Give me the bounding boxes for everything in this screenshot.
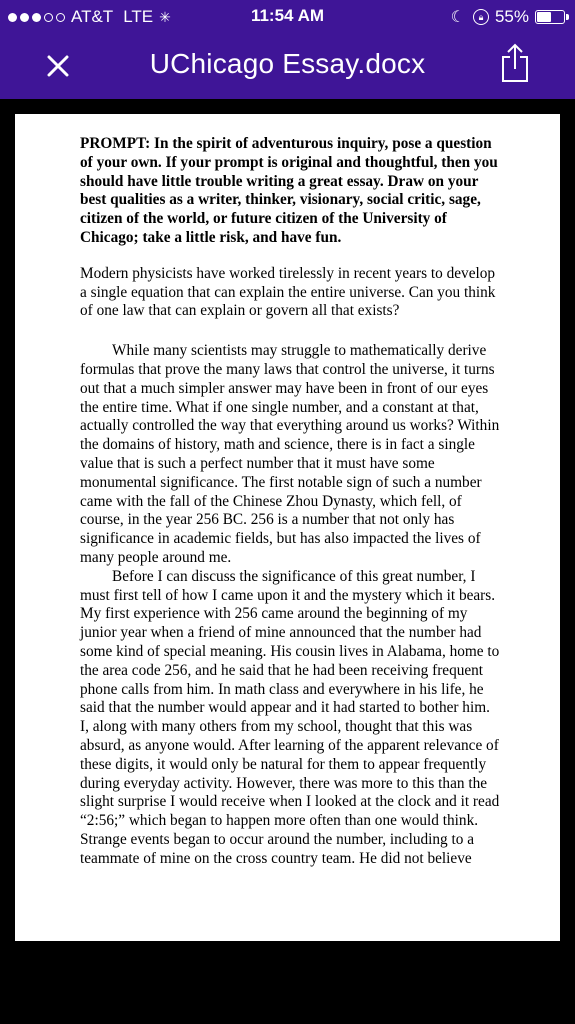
battery-nub xyxy=(566,14,569,20)
carrier-name: AT&T xyxy=(71,7,114,26)
do-not-disturb-moon-icon: ☾ xyxy=(450,9,465,26)
rotation-lock-icon: 🔒︎ xyxy=(473,9,489,25)
essay-paragraph: While many scientists may struggle to mathematically derive formulas that prove the many laws that control the universe, it turns out that a much simpler answer may have been in front of our eyes the entire time. What if one single number, and a constant at that, actually controlled the way that everything around us works? Within the domains of history, math and science, there is in fact a single value that is such a perfect number that it must have some monumental significance. The first notable sign of such a number came with the fall of the Chinese Zhou Dynasty, which fell, of course, in the year 256 BC. 256 is a number that not only has significance in academic fields, but has also impacted the lives of many people around me. xyxy=(80,342,500,566)
status-right xyxy=(451,6,565,28)
nav-bar xyxy=(0,34,575,99)
status-time: 11:54 AM xyxy=(250,6,325,25)
network-type: LTE xyxy=(123,7,154,26)
document-body xyxy=(80,135,500,868)
share-button[interactable] xyxy=(495,40,535,86)
battery-percent: 55% xyxy=(494,7,529,26)
battery-icon xyxy=(535,10,565,24)
essay-prompt: PROMPT: In the spirit of adventurous inquiry, pose a question of your own. If your prompt is original and thoughtful, then you should have little trouble writing a great essay. Draw on your best qualities as a writer, thinker, visionary, social critic, sage, citizen of the world, or future citizen of the University of Chicago; take a little risk, and have fun. xyxy=(80,135,498,246)
document-title: UChicago Essay.docx xyxy=(149,48,426,79)
essay-intro: Modern physicists have worked tirelessly in recent years to develop a single equation that can explain the entire universe. Can you think of one law that can explain or govern all that exists? xyxy=(80,264,496,320)
bottom-area xyxy=(0,941,575,1024)
document-page[interactable] xyxy=(15,114,560,941)
status-bar xyxy=(0,0,575,34)
top-bar xyxy=(0,0,575,99)
essay-paragraph: Before I can discuss the significance of this great number, I must first tell of how I came upon it and the mystery which it bears. My first experience with 256 came around the beginning of my junior year when a friend of mine announced that the number had some kind of special meaning. His cousin lives in Alabama, home to the area code 256, and he said that he had been receiving frequent phone calls from him. In math class and everywhere in his life, he said that the number would appear and it had started to bother him. I, along with many others from my school, thought that this was absurd, as anyone would. After learning of the apparent relevance of these digits, it would only be natural for them to appear frequently during everyday activity. However, there was more to this than the slight surprise I would receive when I looked at the clock and it read “2:56;” which began to happen more often than one would think. Strange events began to occur around the number, including to a teammate of mine on the cross country team. He did not believe xyxy=(80,567,500,867)
battery-fill xyxy=(537,12,551,22)
share-icon xyxy=(500,43,530,83)
activity-spinner-icon: ✳ xyxy=(159,8,171,25)
